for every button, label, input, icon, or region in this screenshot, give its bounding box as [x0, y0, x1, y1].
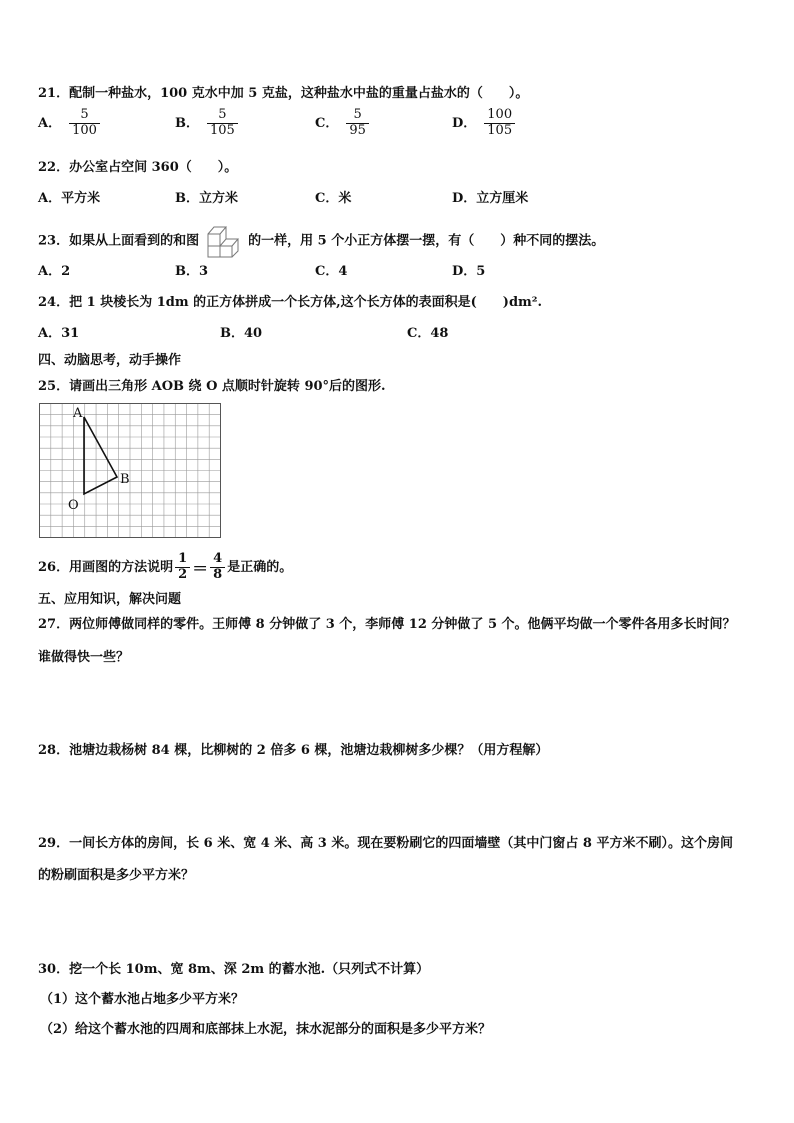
q21-option-c[interactable]: [315, 108, 371, 139]
q23-stem: 23．如果从上面看到的和图 的一样，用 5 个小正方体摆一摆，有（ ）种不同的摆法。: [38, 224, 604, 258]
q24-option-b[interactable]: B．40: [220, 326, 263, 341]
q29-line2: 的粉刷面积是多少平方米？: [38, 868, 195, 883]
q21-option-d[interactable]: [452, 108, 517, 139]
point-label-a: A: [73, 406, 83, 421]
q21-stem: 21．配制一种盐水，100 克水中加 5 克盐，这种盐水中盐的重量占盐水的（ ）。: [38, 86, 529, 101]
q23-option-d[interactable]: D．5: [452, 264, 486, 279]
point-label-b: B: [120, 472, 130, 487]
point-label-o: O: [68, 498, 79, 513]
q22-option-c[interactable]: C．米: [315, 191, 352, 206]
q22-option-d[interactable]: D．立方厘米: [452, 191, 529, 206]
q27-line2: 谁做得快一些？: [38, 650, 130, 665]
option-label: D．: [452, 115, 477, 131]
q30-stem: 30．挖一个长 10m、宽 8m、深 2m 的蓄水池.（只列式不计算）: [38, 962, 430, 977]
q26-stem: 26．用画图的方法说明 $\frac{1}{2}$ ＝ $\frac{4}{8}$ 是正确的。: [38, 551, 293, 582]
option-label: A．: [38, 115, 62, 131]
fraction-half: $\frac{1}{2}$: [175, 552, 190, 583]
q30-sub2: （2）给这个蓄水池的四周和底部抹上水泥，抹水泥部分的面积是多少平方米？: [40, 1022, 492, 1037]
fraction: $\frac{100}{105}$: [484, 108, 515, 139]
q29-line1: 29．一间长方体的房间，长 6 米、宽 4 米、高 3 米。现在要粉刷它的四面墙壁（其中门窗占 8 平方米不刷）。这个房间: [38, 836, 733, 851]
q21-option-b[interactable]: [175, 108, 240, 139]
q23-option-b[interactable]: B．3: [175, 264, 209, 279]
q21-option-a[interactable]: [38, 108, 102, 139]
rotation-grid-figure[interactable]: [39, 403, 223, 539]
q23-option-a[interactable]: A．2: [38, 264, 71, 279]
fraction: $\frac{5}{105}$: [207, 108, 238, 139]
q22-stem: 22．办公室占空间 360（ ）。: [38, 160, 238, 175]
q23-option-c[interactable]: C．4: [315, 264, 348, 279]
fraction: $\frac{5}{100}$: [69, 108, 100, 139]
fraction: $\frac{5}{95}$: [346, 108, 369, 139]
q24-option-c[interactable]: C．48: [407, 326, 449, 341]
q24-option-a[interactable]: A．31: [38, 326, 80, 341]
option-label: B．: [175, 115, 199, 131]
q22-option-a[interactable]: A．平方米: [38, 191, 101, 206]
section-heading-5: 五、应用知识，解决问题: [38, 592, 182, 607]
q22-option-b[interactable]: B．立方米: [175, 191, 238, 206]
option-label: C．: [315, 115, 339, 131]
triangle-aob: [84, 417, 117, 494]
q28-stem: 28．池塘边栽杨树 84 棵，比柳树的 2 倍多 6 棵，池塘边栽柳树多少棵？（用方程解）: [38, 743, 549, 758]
q25-stem: 25．请画出三角形 AOB 绕 O 点顺时针旋转 90°后的图形.: [38, 379, 386, 394]
section-heading-4: 四、动脑思考，动手操作: [38, 353, 182, 368]
q30-sub1: （1）这个蓄水池占地多少平方米？: [40, 992, 245, 1007]
fraction-four-eighths: $\frac{4}{8}$: [210, 552, 225, 583]
q27-line1: 27．两位师傅做同样的零件。王师傅 8 分钟做了 3 个，李师傅 12 分钟做了 5 个。他俩平均做一个零件各用多长时间？: [38, 617, 736, 632]
cube-view-figure: [206, 224, 242, 258]
q24-stem: 24．把 1 块棱长为 1dm 的正方体拼成一个长方体,这个长方体的表面积是( )dm².: [38, 295, 543, 310]
